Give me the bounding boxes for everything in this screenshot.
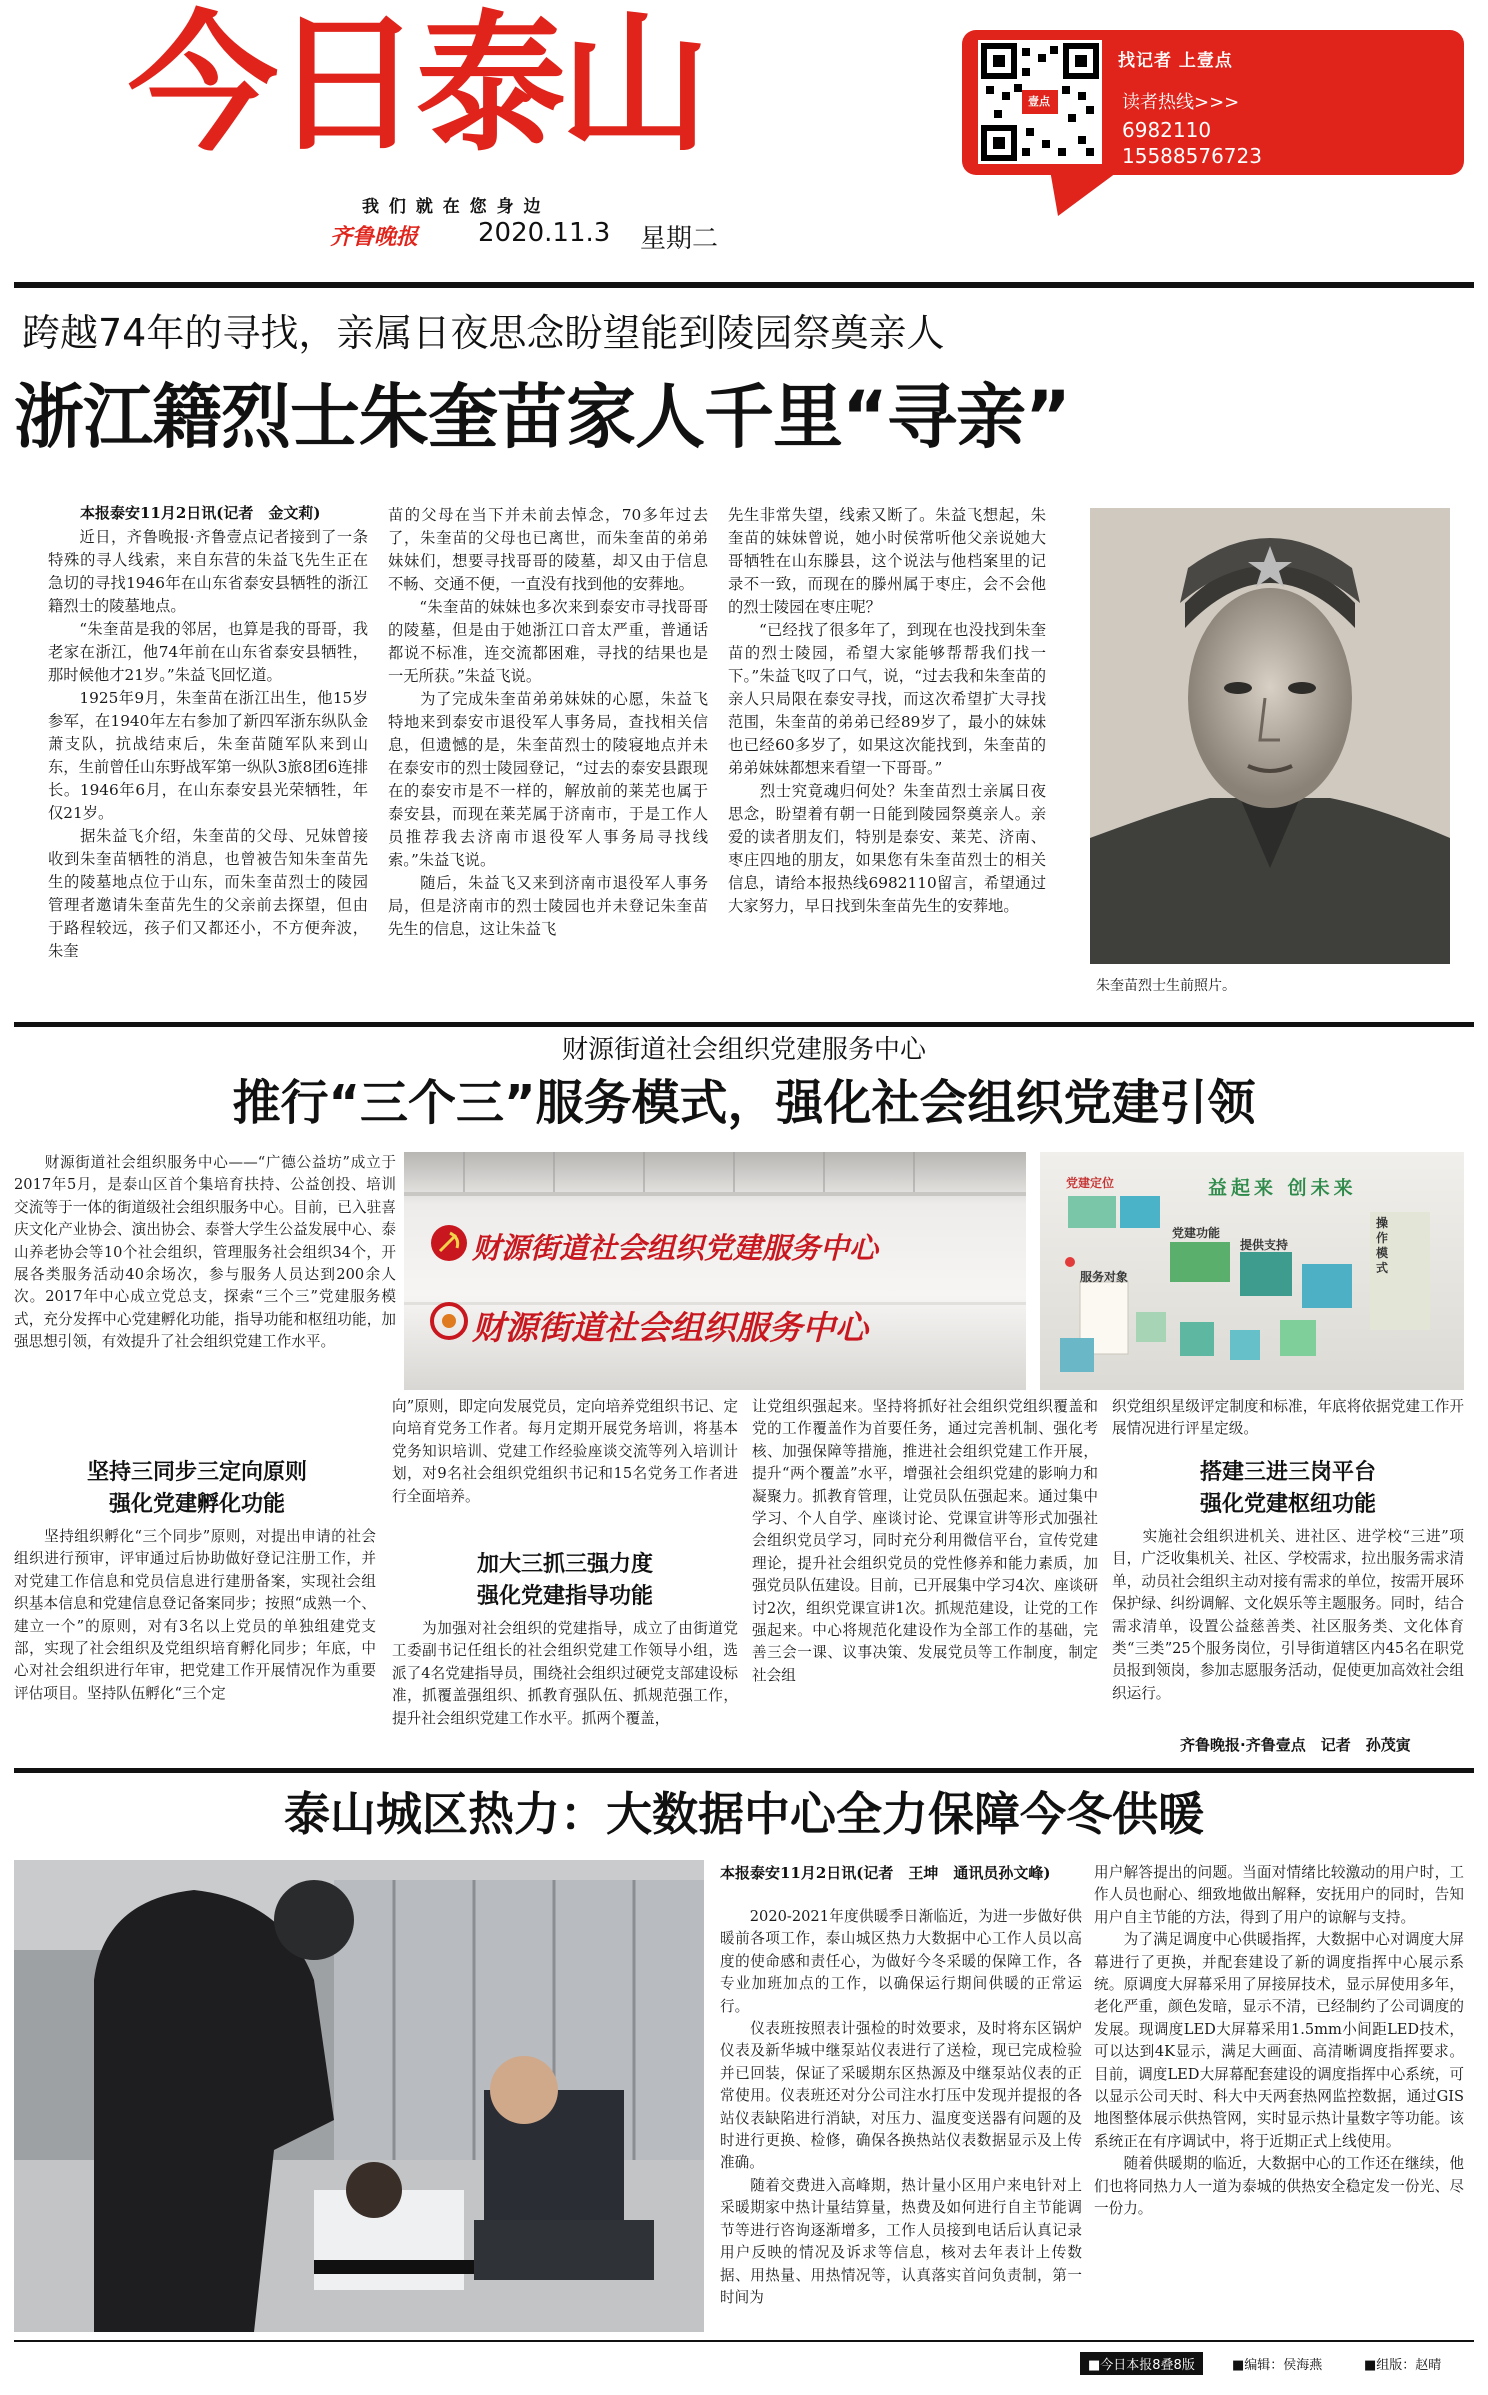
issue-date: 2020.11.3 — [478, 218, 611, 248]
masthead-slogan: 我 们 就 在 您 身 边 — [362, 197, 543, 217]
heating-photo — [14, 1860, 704, 2332]
article3-headline: 泰山城区热力：大数据中心全力保障今冬供暖 — [284, 1787, 1204, 1841]
sub1-text: 坚持组织孵化“三个同步”原则，对提出申请的社会组织进行预审，评审通过后协助做好登记注册工作，并对党建工作信息和党员信息进行建册备案，实现社会组织基本信息和党建信息登记备案同步；按照“成熟一个、建立一个”的原则，对有3名以上党员的单独组建党支部，实现了社会组织及党组织培育孵化同步；年底，中心对社会组织进行年审，把党建工作开展情况作为重要评估项目。坚持队伍孵化“三个定 — [14, 1528, 376, 1702]
signage-photo — [404, 1152, 1026, 1390]
article2-col2-bottom: 为加强对社会组织的党建指导，成立了由街道党工委副书记任组长的社会组织党建工作领导小组，选派了4名党建指导员，围绕社会组织过硬党支部建设标准，抓覆盖强组织、抓教育强队伍、抓规范强工作，提升社会组织党建工作水平。抓两个覆盖， — [392, 1620, 738, 1727]
sub2-heading-1: 加大三抓三强力度 — [476, 1552, 653, 1577]
box-reporter: 找记者 上壹点 — [1118, 51, 1233, 71]
board-label-3: 党建功能 — [1172, 1226, 1221, 1240]
article3-col2: 用户解答提出的问题。当面对情绪比较激动的用户时，工作人员也耐心、细致地做出解释，安抚用户的同时，告知用户自主节能的方法，得到了用户的谅解与支持。 为了满足调度中心供暖指挥，大数据中心对调度大屏幕进行了更换，并配套建设了新的调度指挥中心展示系统。原调度大屏幕采用了屏接屏技术，显示屏使用多年，老化严重，颜色发暗，显示不清，已经制约了公司调度的发展。现调度LED大屏幕采用1.5mm小间距LED技术，可以达到4K显示，满足大画面、高清晰调度指挥要求。目前，调度LED大屏幕配套建设的调度指挥中心系统，可以显示公司天时、科大中天两套热网监控数据，通过GIS地图整体展示供热管网，实时显示热计量数字等功能。该系统正在有序调试中，将于近期正式上线使用。 随着供暖期的临近，大数据中心的工作还在继续，他们也将同热力人一道为泰城的供热安全稳定发一份光、尽一份力。 — [1094, 1864, 1464, 2218]
article1-dateline: 本报泰安11月2日讯(记者 金文莉) — [80, 504, 321, 522]
article2-col4-top: 织党组织星级评定制度和标准，年底将依据党建工作开展情况进行评星定级。 — [1112, 1398, 1464, 1438]
article1-headline: 浙江籍烈士朱奎苗家人千里“寻亲” — [14, 376, 1071, 458]
wall-sign-2: 财源街道社会组织服务中心 — [472, 1308, 868, 1347]
portrait-caption: 朱奎苗烈士生前照片。 — [1096, 978, 1236, 994]
board-label-2: 服务对象 — [1080, 1270, 1129, 1284]
footer-rule — [14, 2340, 1474, 2342]
speech-tail-icon — [1050, 170, 1120, 218]
article2-col4-bottom: 实施社会组织进机关、进社区、进学校“三进”项目，广泛收集机关、社区、学校需求，拉出服务需求清单，动员社会组织主动对接有需求的单位，按需开展环保护绿、纠纷调解、文化娱乐等主题服务。同时，结合需求清单，设置公益慈善类、社区服务类、文化体育类“三类”25个服务岗位，引导街道辖区内45名在职党员报到领岗，参加志愿服务活动，促使更加高效社会组织运行。 — [1112, 1528, 1464, 1702]
board-label-4: 提供支持 — [1240, 1238, 1289, 1252]
article1-col2: 苗的父母在当下并未前去悼念，70多年过去了，朱奎苗的父母也已离世，而朱奎苗的弟弟妹妹们，想要寻找哥哥的陵墓，却又由于信息不畅、交通不便，一直没有找到他的安葬地。 “朱奎苗的妹妹也多次来到泰安市寻找哥哥的陵墓，但是由于她浙江口音太严重，普通话都说不标准，连交流都困难，寻找的结果也是一无所获。”朱益飞说。 为了完成朱奎苗弟弟妹妹的心愿，朱益飞特地来到泰安市退役军人事务局，查找相关信息，但遗憾的是，朱奎苗烈士的陵寝地点并未在泰安市的烈士陵园登记，“过去的泰安县跟现在的泰安市是不一样的，解放前的莱芜也属于泰安县，而现在莱芜属于济南市，于是工作人员推荐我去济南市退役军人事务局寻找线索。”朱益飞说。 随后，朱益飞又来到济南市退役军人事务局，但是济南市的烈士陵园也并未登记朱奎苗先生的信息，这让朱益飞 — [388, 506, 708, 938]
masthead-rule — [14, 282, 1474, 288]
box-phone-2: 15588576723 — [1122, 144, 1262, 168]
article3-col1: 2020-2021年度供暖季日渐临近，为进一步做好供暖前各项工作，泰山城区热力大数据中心工作人员以高度的使命感和责任心，为做好今冬采暖的保障工作，各专业加班加点的工作，以确保运行期间供暖的正常运行。 仪表班按照表计强检的时效要求，及时将东区锅炉仪表及新华城中继泵站仪表进行了送检，现已完成检验并已回装，保证了采暖期东区热源及中继泵站仪表的正常使用。仪表班还对分公司注水打压中发现并提报的各站仪表缺陷进行消缺，对压力、温度变送器有问题的及时进行更换、检修，确保各换热站仪表数据显示及上传准确。 随着交费进入高峰期，热计量小区用户来电针对上采暖期家中热计量结算量，热费及如何进行自主节能调节等进行咨询逐渐增多，工作人员接到电话后认真记录用户反映的情况及诉求等信息，核对去年表计上传数据、用热量、用热情况等，认真落实首问负责制，第一时间为 — [720, 1908, 1082, 2306]
footer-edition: ■今日本报8叠8版 — [1080, 2352, 1203, 2375]
masthead-title: 今日泰山 — [128, 0, 705, 172]
section-rule-1 — [14, 1022, 1474, 1027]
footer-editor: ■编辑：侯海燕 — [1232, 2358, 1323, 2373]
article2-intro: 财源街道社会组织服务中心——“广德公益坊”成立于2017年5月，是泰山区首个集培育扶持、公益创投、培训交流等于一体的街道级社会组织服务中心。目前，已入驻喜庆文化产业协会、演出协会、泰誉大学生公益发展中心、泰山养老协会等10个社会组织，管理服务社会组织34个，开展各类服务活动40余场次，参与服务人员达到200余人次。2017年中心成立党总支，探索“三个三”党建服务模式，充分发挥中心党建孵化功能，指导功能和枢纽功能，加强思想引领，有效提升了社会组织党建工作水平。 — [14, 1154, 396, 1351]
article2-byline: 齐鲁晚报·齐鲁壹点 记者 孙茂寅 — [1180, 1736, 1411, 1754]
article2-headline: 推行“三个三”服务模式，强化社会组织党建引领 — [232, 1075, 1256, 1131]
article1-kicker: 跨越74年的寻找，亲属日夜思念盼望能到陵园祭奠亲人 — [22, 311, 945, 355]
qr-caption: 壹点 — [1028, 95, 1050, 108]
article1-col1: 近日，齐鲁晚报·齐鲁壹点记者接到了一条特殊的寻人线索，来自东营的朱益飞先生正在急切的寻找1946年在山东省泰安县牺牲的浙江籍烈士的陵墓地点。 “朱奎苗是我的邻居，也算是我的哥哥，我老家在浙江，他74年前在山东省泰安县牺牲，那时候他才21岁。”朱益飞回忆道。 1925年9月，朱奎苗在浙江出生，他15岁参军，在1940年左右参加了新四军浙东纵队金萧支队，抗战结束后，朱奎苗随军队来到山东，生前曾任山东野战军第一纵队3旅8团6连排长。1946年6月，在山东泰安县光荣牺牲，年仅21岁。 据朱益飞介绍，朱奎苗的父母、兄妹曾接收到朱奎苗牺牲的消息，也曾被告知朱奎苗先生的陵墓地点位于山东，而朱奎苗烈士的陵园管理者邀请朱奎苗先生的父亲前去探望，但由于路程较远，孩子们又都还小，不方便奔波，朱奎 — [48, 528, 368, 960]
board-title: 益起来 创未来 — [1208, 1177, 1357, 1199]
board-label-1: 党建定位 — [1066, 1176, 1115, 1190]
box-hotline-label: 读者热线>>> — [1122, 92, 1240, 113]
ceiling-lights-icon — [404, 1152, 1026, 1390]
section-rule-2 — [14, 1768, 1474, 1773]
display-board-photo — [1040, 1152, 1464, 1390]
sub3-heading-1: 搭建三进三岗平台 — [1199, 1460, 1376, 1485]
issue-weekday: 星期二 — [640, 224, 719, 254]
martyr-portrait — [1090, 508, 1450, 964]
heating-photo-scene-icon — [14, 1860, 704, 2332]
box-phone-1: 6982110 — [1122, 118, 1212, 142]
article2-col3: 让党组织强起来。坚持将抓好社会组织党组织覆盖和党的工作覆盖作为首要任务，通过完善机制、强化考核、加强保障等措施，推进社会组织党建工作开展，提升“两个覆盖”水平，增强社会组织党建的影响力和凝聚力。抓教育管理，让党员队伍强起来。通过集中学习、个人自学、座谈讨论、党课宣讲等形式加强社会组织党员学习，同时充分利用微信平台，宣传党建理论，提升社会组织党员的党性修养和能力素质，加强党员队伍建设。目前，已开展集中学习4次、座谈研讨2次，组织党课宣讲1次。抓规范建设，让党的工作强起来。中心将规范化建设作为全部工作的基础，完善三会一课、议事决策、发展党员等工作制度，制定社会组 — [752, 1398, 1098, 1684]
wall-sign-1: 财源街道社会组织党建服务中心 — [472, 1231, 879, 1265]
footer-layout: ■组版：赵晴 — [1364, 2358, 1442, 2373]
sub1-heading-1: 坚持三同步三定向原则 — [86, 1460, 307, 1485]
article1-col3: 先生非常失望，线索又断了。朱益飞想起，朱奎苗的妹妹曾说，她小时侯常听他父亲说她大哥牺牲在山东滕县，这个说法与他档案里的记录不一致，而现在的滕州属于枣庄，会不会他的烈士陵园在枣庄呢？ “已经找了很多年了，到现在也没找到朱奎苗的烈士陵园，希望大家能够帮帮我们找一下。”朱益飞叹了口气，说，“过去我和朱奎苗的亲人只局限在泰安寻找，而这次希望扩大寻找范围，朱奎苗的弟弟已经89岁了，最小的妹妹也已经60多岁了，如果这次能找到，朱奎苗的弟弟妹妹都想来看望一下哥哥。” 烈士究竟魂归何处？朱奎苗烈士亲属日夜思念，盼望着有朝一日能到陵园祭奠亲人。亲爱的读者朋友们，特别是泰安、莱芜、济南、枣庄四地的朋友，如果您有朱奎苗烈士的相关信息，请给本报热线6982110留言，希望通过大家努力，早日找到朱奎苗先生的安葬地。 — [728, 506, 1046, 915]
sub1-heading-2: 强化党建孵化功能 — [108, 1492, 285, 1517]
party-emblem-icon — [430, 1224, 468, 1262]
paper-name: 齐鲁晚报 — [330, 224, 419, 250]
article2-col2-top: 向”原则，即定向发展党员，定向培养党组织书记、定向培育党务工作者。每月定期开展党务培训，将基本党务知识培训、党建工作经验座谈交流等列入培训计划，对9名社会组织党组织书记和15名党务工作者进行全面培养。 — [392, 1398, 738, 1505]
article2-kicker: 财源街道社会组织党建服务中心 — [561, 1035, 926, 1065]
board-label-5: 操作模式 — [1376, 1216, 1389, 1275]
sub2-heading-2: 强化党建指导功能 — [476, 1584, 653, 1609]
sub3-heading-2: 强化党建枢纽功能 — [1199, 1492, 1376, 1517]
qr-code[interactable] — [978, 40, 1102, 164]
article3-dateline: 本报泰安11月2日讯(记者 王坤 通讯员孙文峰) — [720, 1864, 1051, 1882]
org-logo-icon — [430, 1302, 468, 1340]
martyr-portrait-icon — [1090, 508, 1450, 964]
